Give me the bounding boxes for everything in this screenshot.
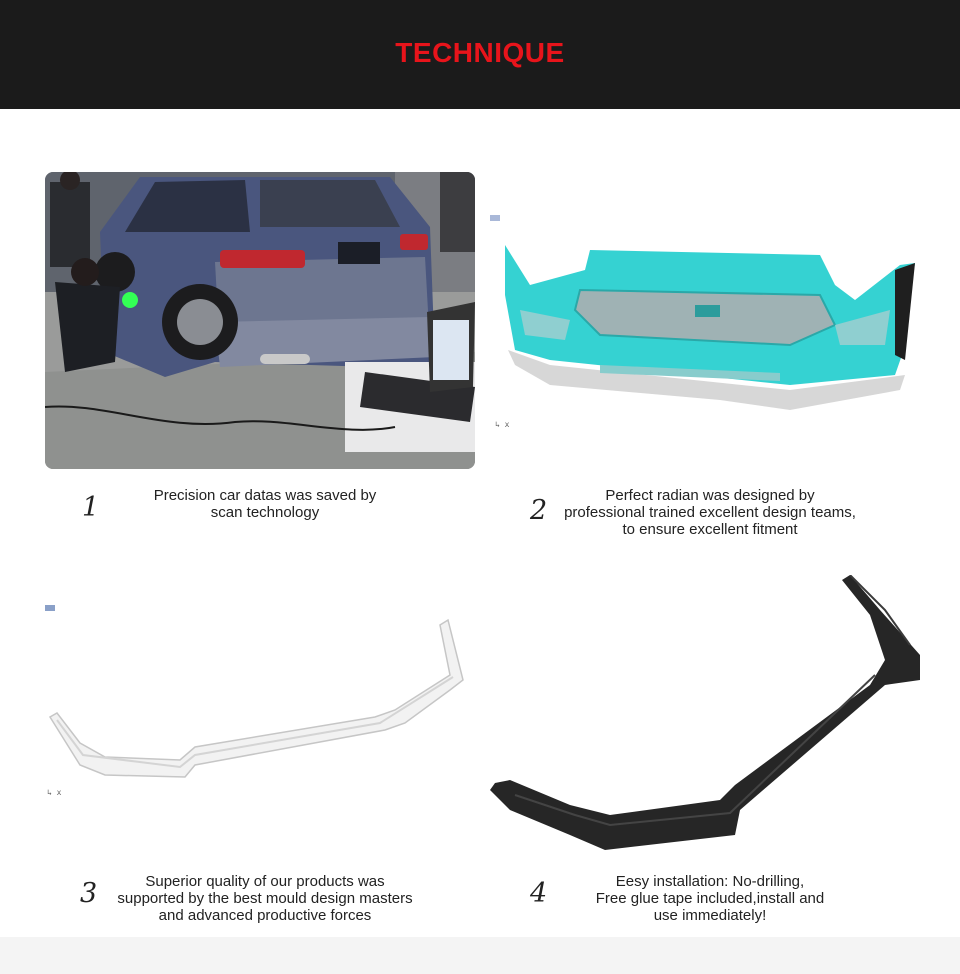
caption-line: Free glue tape included,install and — [595, 890, 825, 907]
step-caption-4 — [570, 873, 850, 924]
cad-bumper-render — [490, 215, 920, 430]
caption-line: supported by the best mould design masters — [117, 890, 413, 907]
caption-line: Perfect radian was designed by — [605, 487, 815, 504]
step-caption-1 — [115, 487, 415, 521]
step-caption-3 — [95, 873, 435, 924]
bottom-strip — [0, 937, 960, 974]
header-bar — [0, 0, 960, 109]
page-title: TECHNIQUE — [395, 36, 565, 68]
white-lip-render — [45, 605, 470, 800]
caption-line: Precision car datas was saved by — [153, 487, 377, 504]
svg-text:↳ x: ↳ x — [47, 788, 62, 797]
caption-line: use immediately! — [653, 907, 767, 924]
caption-line: and advanced productive forces — [158, 907, 372, 924]
carbon-lip-photo — [490, 575, 920, 855]
caption-line: scan technology — [210, 504, 320, 521]
caption-line: professional trained excellent design teams, — [564, 504, 856, 521]
step-number-4: 4 — [530, 878, 548, 909]
caption-line: to ensure excellent fitment — [622, 521, 798, 538]
car-scan-photo — [45, 172, 475, 469]
caption-line: Eesy installation: No-drilling, — [615, 873, 805, 890]
step-number-1: 1 — [82, 492, 100, 523]
step-number-3: 3 — [80, 878, 98, 909]
svg-text:↳ x: ↳ x — [495, 420, 510, 429]
step-number-2: 2 — [530, 495, 548, 526]
step-caption-2 — [540, 487, 880, 538]
caption-line: Superior quality of our products was — [145, 873, 385, 890]
